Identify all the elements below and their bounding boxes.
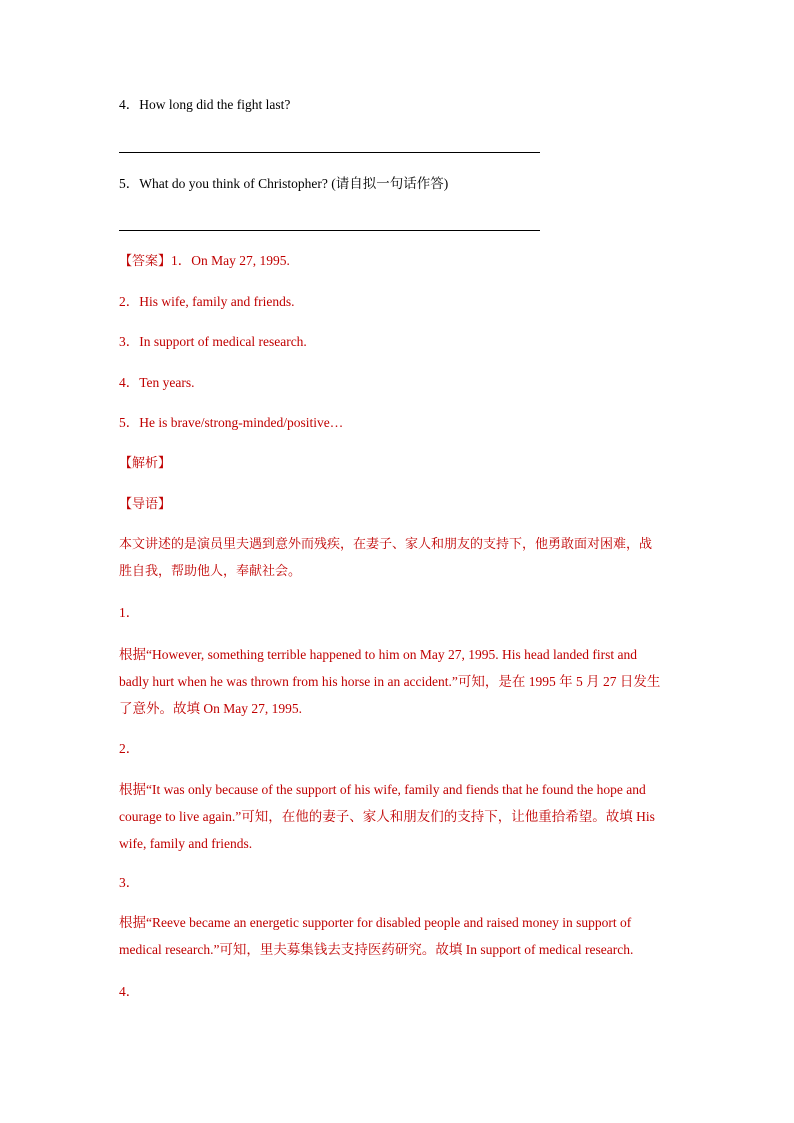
answer-5: 5．He is brave/strong-minded/positive…: [119, 415, 344, 430]
answer-label: 【答案】: [119, 254, 172, 269]
answer-4: 4．Ten years.: [119, 375, 195, 390]
question-4: 4．How long did the fight last?: [119, 97, 291, 112]
analysis-label: 【解析】: [119, 456, 172, 471]
explanation-2: 根据“It was only because of the support of his wife, family and fiends that he found the hope and courage to live again.”可知，在他的妻子、家人和朋友们的支持下，让他重拾希望。故填 His wife, family and friends.: [119, 782, 655, 851]
answer-blank-line-4: [119, 152, 540, 153]
answer-2: 2．His wife, family and friends.: [119, 294, 295, 309]
answer-blank-line-5: [119, 230, 540, 231]
explanation-1: 根据“However, something terrible happened to him on May 27, 1995. His head landed first and badly hurt when he was thrown from his horse in an accident.”可知，是在 1995 年 5 月 27 日发生了意外。故填 On May 27, 1995.: [119, 647, 661, 716]
explanation-number-3: 3．: [119, 875, 140, 890]
guide-text: 本文讲述的是演员里夫遇到意外而残疾，在妻子、家人和朋友的支持下，他勇敢面对困难，战胜自我，帮助他人，奉献社会。: [119, 537, 653, 579]
guide-label: 【导语】: [119, 497, 172, 512]
explanation-number-2: 2．: [119, 741, 140, 756]
answer-1: [119, 252, 290, 271]
question-5: 5．What do you think of Christopher? (请自拟一句话作答): [119, 176, 449, 191]
explanation-number-4: 4．: [119, 984, 140, 999]
explanation-3: 根据“Reeve became an energetic supporter for disabled people and raised money in support of medical research.”可知，里夫募集钱去支持医药研究。故填 In support of medical research.: [119, 915, 634, 957]
answer-3: 3．In support of medical research.: [119, 334, 307, 349]
answer-1-text: 1．On May 27, 1995.: [171, 253, 290, 268]
explanation-number-1: 1．: [119, 605, 140, 620]
